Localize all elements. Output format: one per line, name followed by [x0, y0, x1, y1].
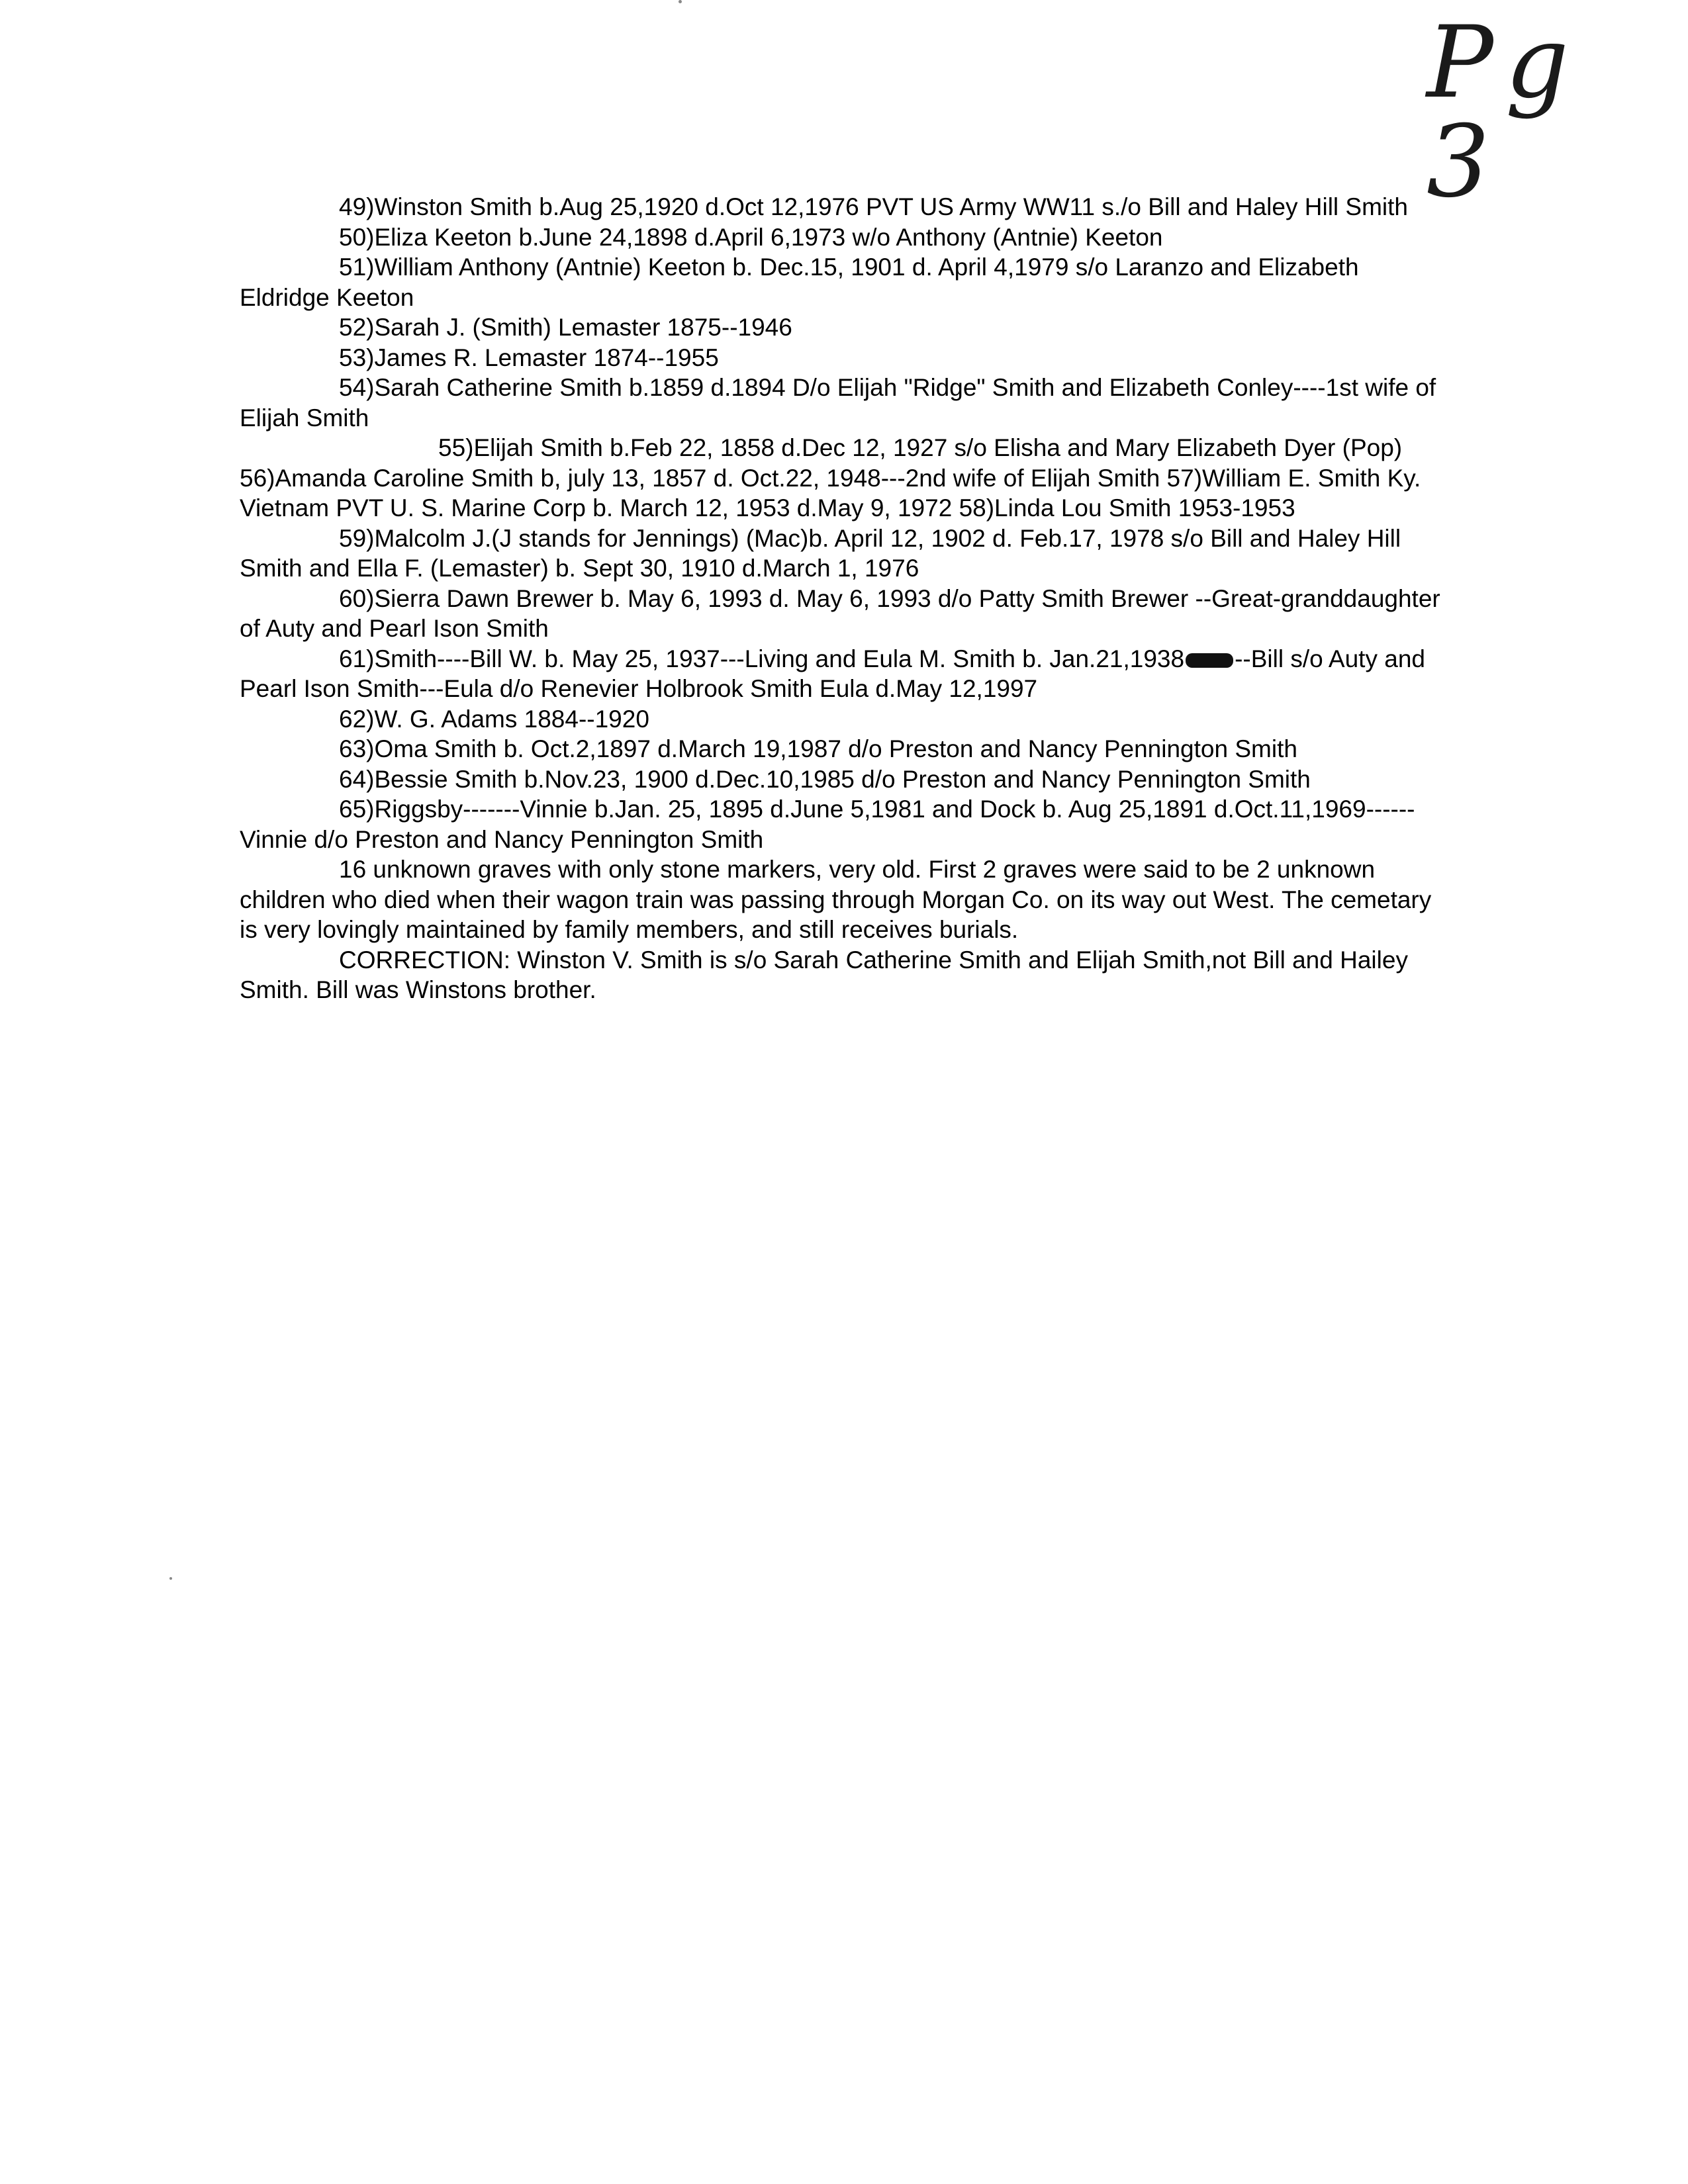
scan-speck: [169, 1577, 172, 1580]
record-entry-64: 64)Bessie Smith b.Nov.23, 1900 d.Dec.10,1985 d/o Preston and Nancy Pennington Smith: [339, 765, 1311, 793]
record-entry-62: 62)W. G. Adams 1884--1920: [339, 705, 649, 733]
record-entry-55-58: 55)Elijah Smith b.Feb 22, 1858 d.Dec 12, 1927 s/o Elisha and Mary Elizabeth Dyer (Pop) 56)Amanda Caroline Smith b, july 13, 1857 d. Oct.22, 1948---2nd wife of Elijah Smith 57)William E. Smith Ky. Vietnam PVT U. S. Marine Corp b. March 12, 1953 d.May 9, 1972 58)Linda Lou Smith 1953-1953: [240, 434, 1421, 522]
record-entry-61-part-1: 61)Smith----Bill W. b. May 25, 1937---Living and Eula M. Smith b. Jan.21,1938: [339, 645, 1185, 672]
record-entry-59: 59)Malcolm J.(J stands for Jennings) (Mac)b. April 12, 1902 d. Feb.17, 1978 s/o Bill and Haley Hill Smith and Ella F. (Lemaster) b. Sept 30, 1910 d.March 1, 1976: [240, 524, 1401, 582]
redaction-mark: [1186, 653, 1233, 668]
handwritten-page-number: Pg 3: [1427, 5, 1581, 220]
record-entry-65: 65)Riggsby-------Vinnie b.Jan. 25, 1895 d.June 5,1981 and Dock b. Aug 25,1891 d.Oct.11,1969------Vinnie d/o Preston and Nancy Pennington Smith: [240, 796, 1415, 853]
record-entry-52: 52)Sarah J. (Smith) Lemaster 1875--1946: [339, 314, 792, 341]
record-entry-50: 50)Eliza Keeton b.June 24,1898 d.April 6,1973 w/o Anthony (Antnie) Keeton: [339, 223, 1163, 251]
record-entry-54: 54)Sarah Catherine Smith b.1859 d.1894 D/o Elijah "Ridge" Smith and Elizabeth Conley----1st wife of Elijah Smith: [240, 374, 1436, 432]
record-entry-61: [240, 644, 1451, 704]
record-entry-60: 60)Sierra Dawn Brewer b. May 6, 1993 d. May 6, 1993 d/o Patty Smith Brewer --Great-granddaughter of Auty and Pearl Ison Smith: [240, 584, 1440, 642]
record-entry-51: 51)William Anthony (Antnie) Keeton b. Dec.15, 1901 d. April 4,1979 s/o Laranzo and Elizabeth Eldridge Keeton: [240, 253, 1359, 311]
record-entry-49: 49)Winston Smith b.Aug 25,1920 d.Oct 12,1976 PVT US Army WW11 s./o Bill and Haley Hill Smith: [339, 193, 1408, 220]
correction-note: CORRECTION: Winston V. Smith is s/o Sarah Catherine Smith and Elijah Smith,not Bill and Hailey Smith. Bill was Winstons brother.: [240, 946, 1408, 1003]
record-entry-63: 63)Oma Smith b. Oct.2,1897 d.March 19,1987 d/o Preston and Nancy Pennington Smith: [339, 735, 1297, 762]
record-entry-61-part-2: --Bill s/o Auty and Pearl Ison Smith---Eula d/o Renevier Holbrook Smith Eula d.May 12,1997: [240, 645, 1425, 702]
burial-record-list: [240, 192, 1451, 1005]
scan-speck: [679, 0, 682, 3]
unknown-graves-note: 16 unknown graves with only stone markers, very old. First 2 graves were said to be 2 unknown children who died when their wagon train was passing through Morgan Co. on its way out West. The cemetary is very lovingly maintained by family members, and still receives burials.: [240, 856, 1432, 943]
record-entry-53: 53)James R. Lemaster 1874--1955: [339, 343, 719, 371]
